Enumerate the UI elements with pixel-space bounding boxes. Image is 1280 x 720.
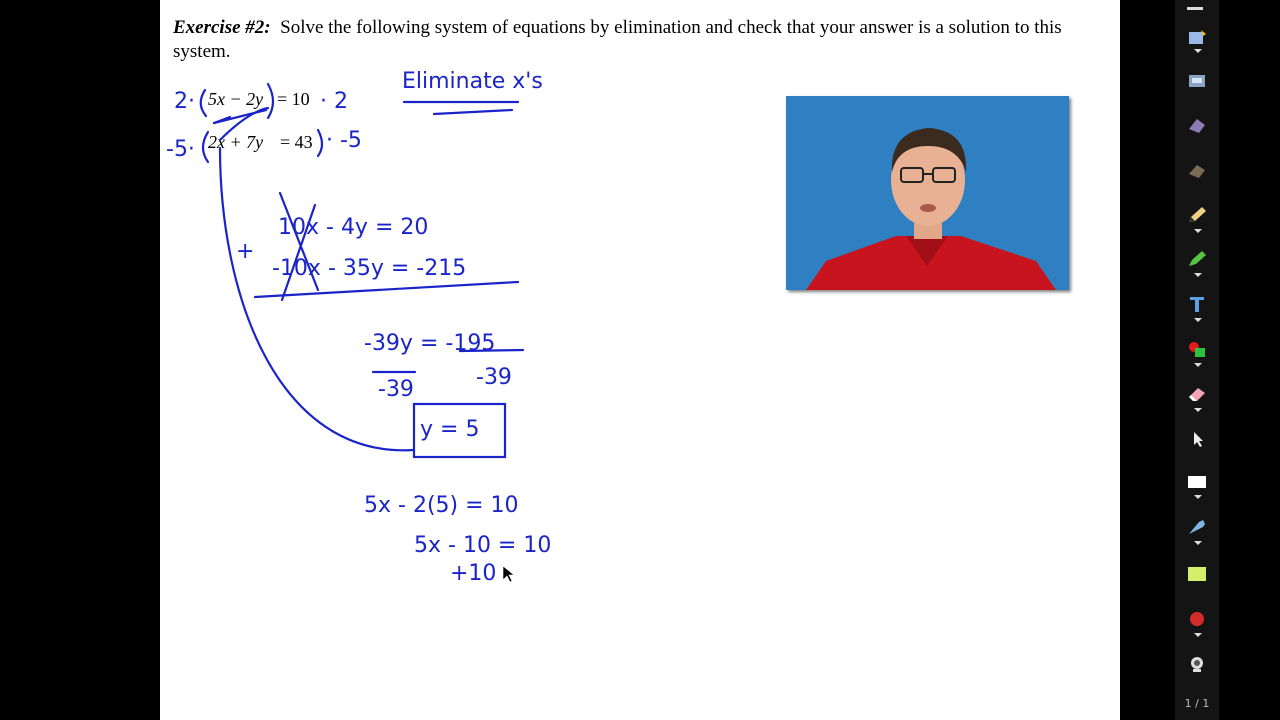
equation-1-lhs: 5x − 2y xyxy=(208,89,264,109)
scanner-icon[interactable] xyxy=(1187,72,1207,90)
webcam-icon[interactable] xyxy=(1187,655,1207,673)
work-row-1: 10x - 4y = 20 xyxy=(278,215,429,240)
multiplier-bottom-left: -5· xyxy=(166,137,195,162)
pen-dropdown-icon[interactable] xyxy=(1194,541,1202,545)
title-eliminate: Eliminate x's xyxy=(402,69,543,94)
multiplier-top-left: 2· xyxy=(174,89,195,114)
highlighter-dropdown-icon[interactable] xyxy=(1194,273,1202,277)
pen-icon[interactable] xyxy=(1187,518,1207,536)
record-dropdown-icon[interactable] xyxy=(1194,633,1202,637)
paren-right-2 xyxy=(318,130,322,156)
page-indicator: 1 / 1 xyxy=(1184,697,1210,710)
pin-icon[interactable] xyxy=(1187,28,1207,46)
pin-dropdown-icon[interactable] xyxy=(1194,49,1202,53)
pencil-dropdown-icon[interactable] xyxy=(1194,229,1202,233)
shape-icon[interactable] xyxy=(1187,117,1207,135)
paren-left-1 xyxy=(201,90,206,116)
pencil-icon[interactable] xyxy=(1187,206,1207,224)
equation-2-rhs: = 43 xyxy=(280,132,313,152)
paren-left-2 xyxy=(203,132,208,162)
highlighter-icon[interactable] xyxy=(1187,250,1207,268)
presenter-video xyxy=(786,96,1069,290)
color-picker-icon[interactable] xyxy=(1187,340,1207,358)
eraser-icon[interactable] xyxy=(1187,385,1207,403)
screen-icon[interactable] xyxy=(1187,565,1207,583)
step1-left: -39y xyxy=(364,331,413,356)
exercise-label: Exercise #2: xyxy=(173,17,271,38)
arrow-line-3 xyxy=(220,108,268,140)
text-dropdown-icon[interactable] xyxy=(1194,318,1202,322)
solution-y: y = 5 xyxy=(420,417,480,442)
annotation-toolbar xyxy=(1175,0,1219,720)
sum-line xyxy=(255,282,518,297)
pointer-icon[interactable] xyxy=(1187,430,1207,448)
color-dropdown-icon[interactable] xyxy=(1194,363,1202,367)
minimize-icon[interactable] xyxy=(1185,4,1207,14)
webcam-overlay xyxy=(786,96,1069,290)
paren-right-1 xyxy=(268,84,273,118)
text-tool-icon[interactable] xyxy=(1187,295,1207,313)
multiplier-top-right: · 2 xyxy=(320,89,348,114)
work-row-2: -10x - 35y = -215 xyxy=(272,256,467,281)
mouse-cursor-icon xyxy=(503,566,514,582)
rectangle-dropdown-icon[interactable] xyxy=(1194,495,1202,499)
rectangle-icon[interactable] xyxy=(1187,473,1207,491)
title-underline-2 xyxy=(434,110,512,114)
equation-1-rhs: = 10 xyxy=(277,89,310,109)
substitution-line-1: 5x - 2(5) = 10 xyxy=(364,493,519,518)
step1-right: = -195 xyxy=(420,331,496,356)
substitution-line-3: +10 xyxy=(450,561,497,586)
shape-icon[interactable] xyxy=(1187,162,1207,180)
substitution-curve xyxy=(220,148,413,450)
step1-divisor-right: -39 xyxy=(476,365,512,390)
equation-2-lhs: 2x + 7y xyxy=(208,132,264,152)
substitution-line-2: 5x - 10 = 10 xyxy=(414,533,552,558)
eraser-dropdown-icon[interactable] xyxy=(1194,408,1202,412)
exercise-text: Solve the following system of equations by elimination and check that your answer is a solution to this system. xyxy=(173,17,1062,62)
plus-sign: + xyxy=(236,239,255,264)
multiplier-bottom-right: · -5 xyxy=(326,128,362,153)
step1-divisor-left: -39 xyxy=(378,377,414,402)
record-icon[interactable] xyxy=(1187,610,1207,628)
